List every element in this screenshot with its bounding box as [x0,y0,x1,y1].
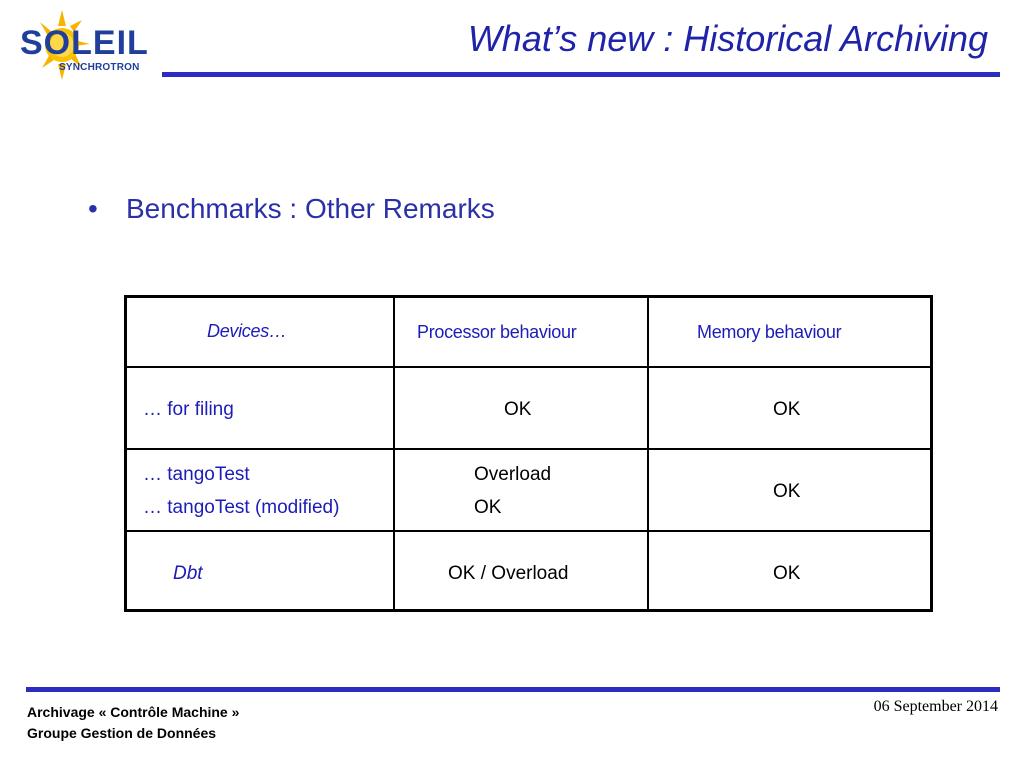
footer-date: 06 September 2014 [873,698,998,715]
title-rule [162,72,1000,77]
device-cell: … for filing [143,399,234,420]
header-processor: Processor behaviour [417,322,577,342]
processor-cell: OK [474,497,502,518]
logo-subtitle: SYNCHROTRON [59,62,140,73]
row-divider [127,366,930,368]
device-cell: Dbt [173,563,203,584]
footer-project: Archivage « Contrôle Machine » [27,704,240,720]
processor-cell: OK [504,399,532,420]
bullet-marker: • [88,193,98,224]
soleil-logo [12,8,152,78]
memory-cell: OK [773,481,801,502]
processor-cell: OK / Overload [448,563,569,584]
device-cell: … tangoTest [143,464,250,485]
slide-title: What’s new : Historical Archiving [467,18,988,59]
memory-cell: OK [773,399,801,420]
footer-rule [26,687,1000,692]
benchmark-table [124,295,933,612]
header-memory: Memory behaviour [697,322,842,342]
column-divider [647,298,649,609]
logo-wordmark: SOLEIL [20,24,149,62]
column-divider [393,298,395,609]
row-divider [127,530,930,532]
device-cell: … tangoTest (modified) [143,497,340,518]
bullet-text: Benchmarks : Other Remarks [126,193,495,224]
header-devices: Devices… [207,321,287,341]
footer-group: Groupe Gestion de Données [27,725,217,741]
memory-cell: OK [773,563,801,584]
row-divider [127,448,930,450]
processor-cell: Overload [474,464,552,485]
